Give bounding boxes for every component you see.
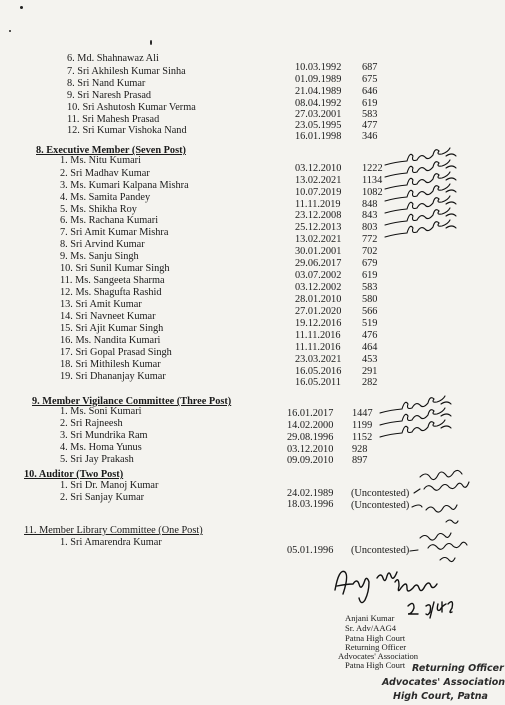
candidate-name: 4. Ms. Samita Pandey [60, 192, 151, 203]
candidate-name: 5. Ms. Shikha Roy [60, 204, 137, 215]
candidate-date: 16.01.2017 [287, 408, 334, 419]
candidate-name: 1. Sri Amarendra Kumar [60, 537, 162, 548]
candidate-name: 2. Sri Rajneesh [60, 418, 123, 429]
section-heading: 10. Auditor (Two Post) [24, 469, 124, 480]
candidate-date: 29.08.1996 [287, 432, 334, 443]
candidate-date: 09.09.2010 [287, 455, 334, 466]
candidate-name: 16. Ms. Nandita Kumari [60, 335, 161, 346]
footer-line: Patna High Court [345, 633, 406, 643]
candidate-votes: 687 [362, 62, 378, 73]
candidate-name: 9. Ms. Sanju Singh [60, 251, 139, 262]
candidate-name: 9. Sri Naresh Prasad [67, 90, 152, 101]
elected-mark [385, 196, 456, 213]
candidate-date: 24.02.1989 [287, 488, 334, 499]
scan-speck [9, 30, 11, 32]
candidate-votes: 583 [362, 282, 378, 293]
elected-mark [385, 220, 456, 237]
candidate-status: (Uncontested) [351, 500, 410, 511]
declared-mark [420, 533, 451, 540]
scan-speck [150, 40, 152, 45]
candidate-name: 8. Sri Arvind Kumar [60, 239, 145, 250]
candidate-votes: 566 [362, 306, 378, 317]
candidate-votes: 1447 [352, 408, 373, 419]
footer-line: Returning Officer [345, 642, 407, 652]
candidate-date: 29.06.2017 [295, 258, 342, 269]
candidate-votes: 291 [362, 366, 378, 377]
candidate-votes: 1134 [362, 175, 383, 186]
candidate-votes: 1152 [352, 432, 373, 443]
scan-speck [20, 6, 23, 9]
candidate-date: 13.02.2021 [295, 234, 342, 245]
candidate-date: 16.01.1998 [295, 131, 342, 142]
section-heading: 9. Member Vigilance Committee (Three Post) [32, 396, 232, 407]
dash-mark [410, 550, 418, 551]
elected-mark [446, 520, 458, 523]
candidate-votes: 1222 [362, 163, 383, 174]
candidate-name: 4. Ms. Homa Yunus [60, 442, 142, 453]
candidate-date: 08.04.1992 [295, 98, 342, 109]
candidate-date: 18.03.1996 [287, 499, 334, 510]
candidate-date: 19.12.2016 [295, 318, 342, 329]
signature-mark [335, 571, 453, 618]
signature-anjani [335, 571, 397, 602]
candidate-date: 03.12.2010 [287, 444, 334, 455]
candidate-date: 14.02.2000 [287, 420, 334, 431]
stamp-line: Returning Officer [412, 663, 504, 674]
candidate-name: 10. Sri Ashutosh Kumar Verma [67, 102, 196, 113]
candidate-name: 13. Sri Amit Kumar [60, 299, 142, 310]
candidate-votes: 477 [362, 120, 378, 131]
uncontested-mark [428, 542, 467, 549]
candidate-votes: 772 [362, 234, 378, 245]
elected-mark [426, 505, 457, 512]
elected-mark [385, 172, 456, 189]
elected-mark-group-section8 [385, 148, 456, 237]
candidate-status: (Uncontested) [351, 488, 410, 499]
candidate-votes: 453 [362, 354, 378, 365]
candidate-name: 1. Ms. Nitu Kumari [60, 155, 141, 166]
candidate-votes: 464 [362, 342, 378, 353]
elected-mark [380, 408, 451, 425]
candidate-date: 05.01.1996 [287, 545, 334, 556]
candidate-date: 03.12.2002 [295, 282, 342, 293]
candidate-name: 12. Sri Kumar Vishoka Nand [67, 125, 187, 136]
candidate-name: 14. Sri Navneet Kumar [60, 311, 156, 322]
candidate-date: 27.03.2001 [295, 109, 342, 120]
footer-line: Patna High Court [345, 660, 406, 670]
candidate-date: 23.05.1995 [295, 120, 342, 131]
candidate-date: 10.07.2019 [295, 187, 342, 198]
stamp-line: Advocates' Association [382, 677, 505, 688]
signature-date [408, 602, 453, 618]
candidate-votes: 346 [362, 131, 378, 142]
elected-mark-group-section9 [380, 396, 451, 437]
candidate-date: 03.12.2010 [295, 163, 342, 174]
candidate-votes: 646 [362, 86, 378, 97]
candidate-votes: 679 [362, 258, 378, 269]
candidate-date: 11.11.2016 [295, 330, 341, 341]
candidate-name: 17. Sri Gopal Prasad Singh [60, 347, 172, 358]
candidate-name: 3. Ms. Kumari Kalpana Mishra [60, 180, 189, 191]
candidate-votes: 519 [362, 318, 378, 329]
candidate-date: 25.12.2013 [295, 222, 342, 233]
candidate-votes: 619 [362, 270, 378, 281]
candidate-date: 23.12.2008 [295, 210, 342, 221]
candidate-votes: 583 [362, 109, 378, 120]
candidate-name: 6. Ms. Rachana Kumari [60, 215, 159, 226]
declared-uncontested-marks [410, 470, 469, 561]
candidate-date: 10.03.1992 [295, 62, 342, 73]
elected-mark [385, 184, 456, 201]
candidate-name: 7. Sri Amit Kumar Mishra [60, 227, 169, 238]
candidate-date: 16.05.2016 [295, 366, 342, 377]
candidate-date: 30.01.2001 [295, 246, 342, 257]
footer-line: Anjani Kumar [345, 613, 395, 623]
candidate-date: 27.01.2020 [295, 306, 342, 317]
candidate-date: 11.11.2016 [295, 342, 341, 353]
section-heading: 8. Executive Member (Seven Post) [36, 145, 186, 156]
stamp-line: High Court, Patna [393, 691, 488, 702]
candidate-votes: 282 [362, 377, 378, 388]
candidate-name: 18. Sri Mithilesh Kumar [60, 359, 161, 370]
candidate-name: 11. Ms. Sangeeta Sharma [60, 275, 165, 286]
bracket-mark [412, 489, 422, 507]
candidate-name: 3. Sri Mundrika Ram [60, 430, 148, 441]
candidate-votes: 1082 [362, 187, 383, 198]
candidate-date: 13.02.2021 [295, 175, 342, 186]
candidate-name: 2. Sri Madhav Kumar [60, 168, 150, 179]
candidate-name: 12. Ms. Shagufta Rashid [60, 287, 162, 298]
candidate-votes: 675 [362, 74, 378, 85]
candidate-date: 11.11.2019 [295, 199, 341, 210]
candidate-name: 2. Sri Sanjay Kumar [60, 492, 145, 503]
candidate-votes: 702 [362, 246, 378, 257]
uncontested-mark [424, 482, 469, 490]
candidate-date: 16.05.2011 [295, 377, 341, 388]
candidate-date: 23.03.2021 [295, 354, 342, 365]
candidate-name: 15. Sri Ajit Kumar Singh [60, 323, 164, 334]
elected-mark [380, 420, 451, 437]
section-heading: 11. Member Library Committee (One Post) [24, 525, 203, 536]
elected-mark [380, 396, 451, 413]
candidate-status: (Uncontested) [351, 545, 410, 556]
candidate-name: 10. Sri Sunil Kumar Singh [60, 263, 170, 274]
elected-mark [385, 148, 456, 165]
elected-mark [385, 208, 456, 225]
declared-mark [420, 470, 462, 479]
candidate-name: 5. Sri Jay Prakash [60, 454, 134, 465]
candidate-votes: 476 [362, 330, 378, 341]
candidate-name: 19. Sri Dhananjay Kumar [60, 371, 166, 382]
candidate-name: 1. Ms. Soni Kumari [60, 406, 142, 417]
candidate-name: 6. Md. Shahnawaz Ali [67, 53, 159, 64]
candidate-votes: 803 [362, 222, 378, 233]
candidate-votes: 619 [362, 98, 378, 109]
candidate-name: 8. Sri Nand Kumar [67, 78, 146, 89]
candidate-date: 28.01.2010 [295, 294, 342, 305]
elected-mark [440, 558, 455, 562]
candidate-date: 01.09.1989 [295, 74, 342, 85]
candidate-votes: 897 [352, 455, 368, 466]
footer-line: Advocates' Association [338, 651, 419, 661]
candidate-name: 11. Sri Mahesh Prasad [67, 114, 160, 125]
candidate-votes: 580 [362, 294, 378, 305]
candidate-votes: 843 [362, 210, 378, 221]
candidate-name: 7. Sri Akhilesh Kumar Sinha [67, 66, 186, 77]
candidate-votes: 928 [352, 444, 368, 455]
candidate-votes: 848 [362, 199, 378, 210]
signature-kumar [395, 580, 437, 591]
candidate-date: 03.07.2002 [295, 270, 342, 281]
elected-mark [385, 160, 456, 177]
footer-line: Sr. Adv/AAG4 [345, 623, 397, 633]
candidate-votes: 1199 [352, 420, 373, 431]
candidate-name: 1. Sri Dr. Manoj Kumar [60, 480, 159, 491]
candidate-date: 21.04.1989 [295, 86, 342, 97]
